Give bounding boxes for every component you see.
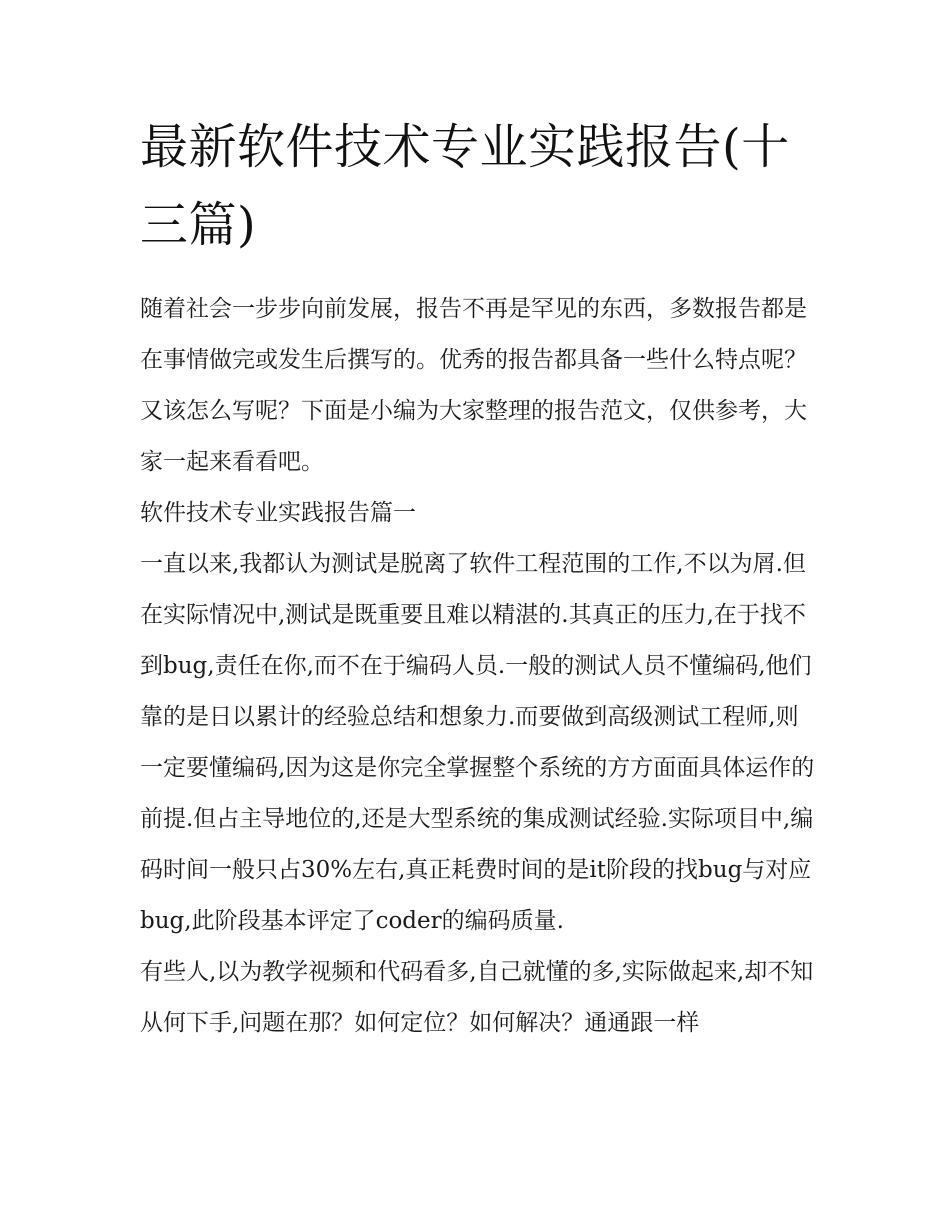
document-page — [140, 108, 820, 1049]
section-heading: 软件技术专业实践报告篇一 — [140, 500, 416, 526]
intro-paragraph: 随着社会一步步向前发展，报告不再是罕见的东西，多数报告都是在事情做完或发生后撰写的。优秀的报告都具备一些什么特点呢？又该怎么写呢？下面是小编为大家整理的报告范文，仅供参考，大家一起来看看吧。 — [140, 296, 807, 475]
document-title: 最新软件技术专业实践报告(十三篇) — [140, 119, 790, 253]
body-paragraph: 有些人,以为教学视频和代码看多,自己就懂的多,实际做起来,却不知从何下手,问题在那？如何定位？如何解决？通通跟一样 — [140, 959, 814, 1036]
body-paragraph: 一直以来,我都认为测试是脱离了软件工程范围的工作,不以为屑.但在实际情况中,测试是既重要且难以精湛的.其真正的压力,在于找不到bug,责任在你,而不在于编码人员.一般的测试人员不懂编码,他们靠的是日以累计的经验总结和想象力.而要做到高级测试工程师,则一定要懂编码,因为这是你完全掌握整个系统的方方面面具体运作的前提.但占主导地位的,还是大型系统的集成测试经验.实际项目中,编码时间一般只占30%左右,真正耗费时间的是it阶段的找bug与对应bug,此阶段基本评定了coder的编码质量. — [140, 551, 815, 934]
